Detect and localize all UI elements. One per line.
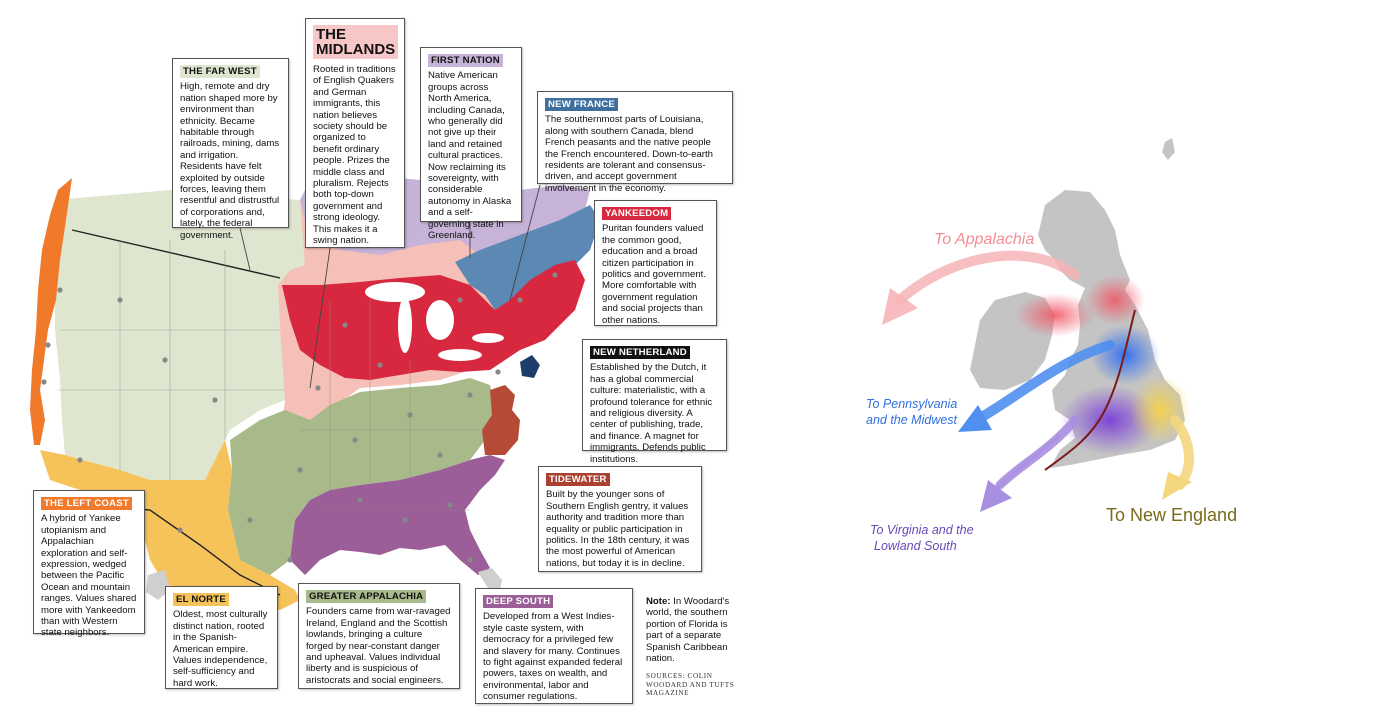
virginia-arrow-2 bbox=[995, 435, 1060, 490]
el-norte-box bbox=[165, 586, 278, 689]
new-netherland-text: Established by the Dutch, it has a global commercial culture: materialistic, with a profound tolerance for ethnic and religious diversity. A center of publishing, trade, and finance. A magnet for immigrants. Defends public institutions. bbox=[590, 362, 713, 465]
region-spanish-caribbean bbox=[478, 568, 502, 590]
yankeedom-label: YANKEEDOM bbox=[602, 207, 671, 220]
note-text: In Woodard's world, the southern portion of Florida is part of a separate Spanish Caribbean nation. bbox=[646, 596, 730, 665]
deep-south-box bbox=[475, 588, 633, 704]
far-west-text: High, remote and dry nation shaped more by environment than ethnicity. Became habitable through railroads, mining, dams and irrigation. Residents have felt exploited by outside forces, leaving them resentful and distrustful of corporations and, lately, the federal government. bbox=[180, 81, 280, 241]
appalachia-origin-blob-2 bbox=[1085, 275, 1145, 325]
midlands-text: Rooted in traditions of English Quakers and German immigrants, this nation believes society should be organized to benefit ordinary people. Prizes the middle class and pluralism. Rejects both top-down government and strong ideology. This makes it a swing nation. bbox=[313, 64, 396, 247]
yankeedom-text: Puritan founders valued the common good, education and a broad citizen participation in politics and government. More comfortable with government regulation and social projects than other nations. bbox=[602, 223, 706, 326]
appalachia-origin-blob bbox=[1015, 293, 1095, 337]
tidewater-box bbox=[538, 466, 702, 572]
label-to-appalachia: To Appalachia bbox=[934, 231, 1035, 248]
region-new-netherland bbox=[520, 355, 540, 378]
deep-south-text: Developed from a West Indies-style caste system, with democracy for a privileged few and slavery for many. Continues to fight against expanded federal powers, taxes on wealth, and environmental, labor and consumer regulations. bbox=[483, 611, 623, 703]
greater-appalachia-text: Founders came from war-ravaged Ireland, England and the Scottish lowlands, bringing a culture forged by near-constant danger and upheaval. Values individual liberty and is suspicious of aristocrats and social engineers. bbox=[306, 606, 451, 686]
left-coast-label: THE LEFT COAST bbox=[41, 497, 132, 510]
note-label: Note: bbox=[646, 596, 671, 607]
british-isles-migration-map bbox=[830, 120, 1250, 560]
first-nation-box bbox=[420, 47, 522, 242]
deep-south-label: DEEP SOUTH bbox=[483, 595, 553, 608]
label-to-pennsylvania-line2: and the Midwest bbox=[866, 413, 958, 427]
label-to-pennsylvania-line1: To Pennsylvania bbox=[866, 397, 958, 411]
midlands-label: THE MIDLANDS bbox=[313, 25, 398, 59]
label-to-virginia-line1: To Virginia and the bbox=[870, 523, 974, 537]
midlands-box bbox=[305, 18, 405, 248]
new-france-box bbox=[537, 91, 733, 194]
label-to-virginia-line2: Lowland South bbox=[874, 539, 957, 553]
migration-map-svg bbox=[830, 120, 1250, 560]
greater-appalachia-label: GREATER APPALACHIA bbox=[306, 590, 426, 603]
el-norte-text: Oldest, most culturally distinct nation, rooted in the Spanish-American empire. Values independence, self-sufficiency and hard work. bbox=[173, 609, 268, 689]
sources-credit: SOURCES: COLIN WOODARD AND TUFTS MAGAZINE bbox=[646, 672, 735, 697]
yankeedom-box bbox=[594, 200, 717, 326]
florida-note bbox=[646, 596, 730, 664]
new-netherland-box bbox=[582, 339, 727, 465]
label-to-new-england: To New England bbox=[1106, 505, 1238, 525]
far-west-box bbox=[172, 58, 289, 241]
left-coast-box bbox=[33, 490, 145, 639]
new-france-label: NEW FRANCE bbox=[545, 98, 618, 111]
el-norte-label: EL NORTE bbox=[173, 593, 229, 606]
far-west-label: THE FAR WEST bbox=[180, 65, 260, 78]
new-england-arrow bbox=[1175, 420, 1189, 485]
new-netherland-label: NEW NETHERLAND bbox=[590, 346, 690, 359]
left-coast-text: A hybrid of Yankee utopianism and Appalachian exploration and self-expression, wedged between the Pacific Ocean and mountain ranges. Values shared more with Yankeedom than with Western state neighbors. bbox=[41, 513, 137, 639]
first-nation-label: FIRST NATION bbox=[428, 54, 503, 67]
label-to-pennsylvania bbox=[866, 396, 957, 428]
first-nation-text: Native American groups across North America, including Canada, who generally did not give up their land and retained cultural practices. Now reclaiming its sovereignty, with considerable autonomy in Alaska and a self-governing state in Greenland. bbox=[428, 70, 512, 242]
tidewater-label: TIDEWATER bbox=[546, 473, 610, 486]
new-france-text: The southernmost parts of Louisiana, along with southern Canada, blend French peasants and the native people the French encountered. Down-to-earth residents are tolerant and consensus-driven, and accept government involvement in the economy. bbox=[545, 114, 713, 194]
label-to-virginia bbox=[870, 522, 974, 554]
greater-appalachia-box bbox=[298, 583, 460, 689]
tidewater-text: Built by the younger sons of Southern English gentry, it values authority and tradition more than equality or public participation in politics. In the 18th century, it was the most powerful of American nations, but today it is in decline. bbox=[546, 489, 690, 569]
shetland-shape bbox=[1162, 138, 1175, 160]
